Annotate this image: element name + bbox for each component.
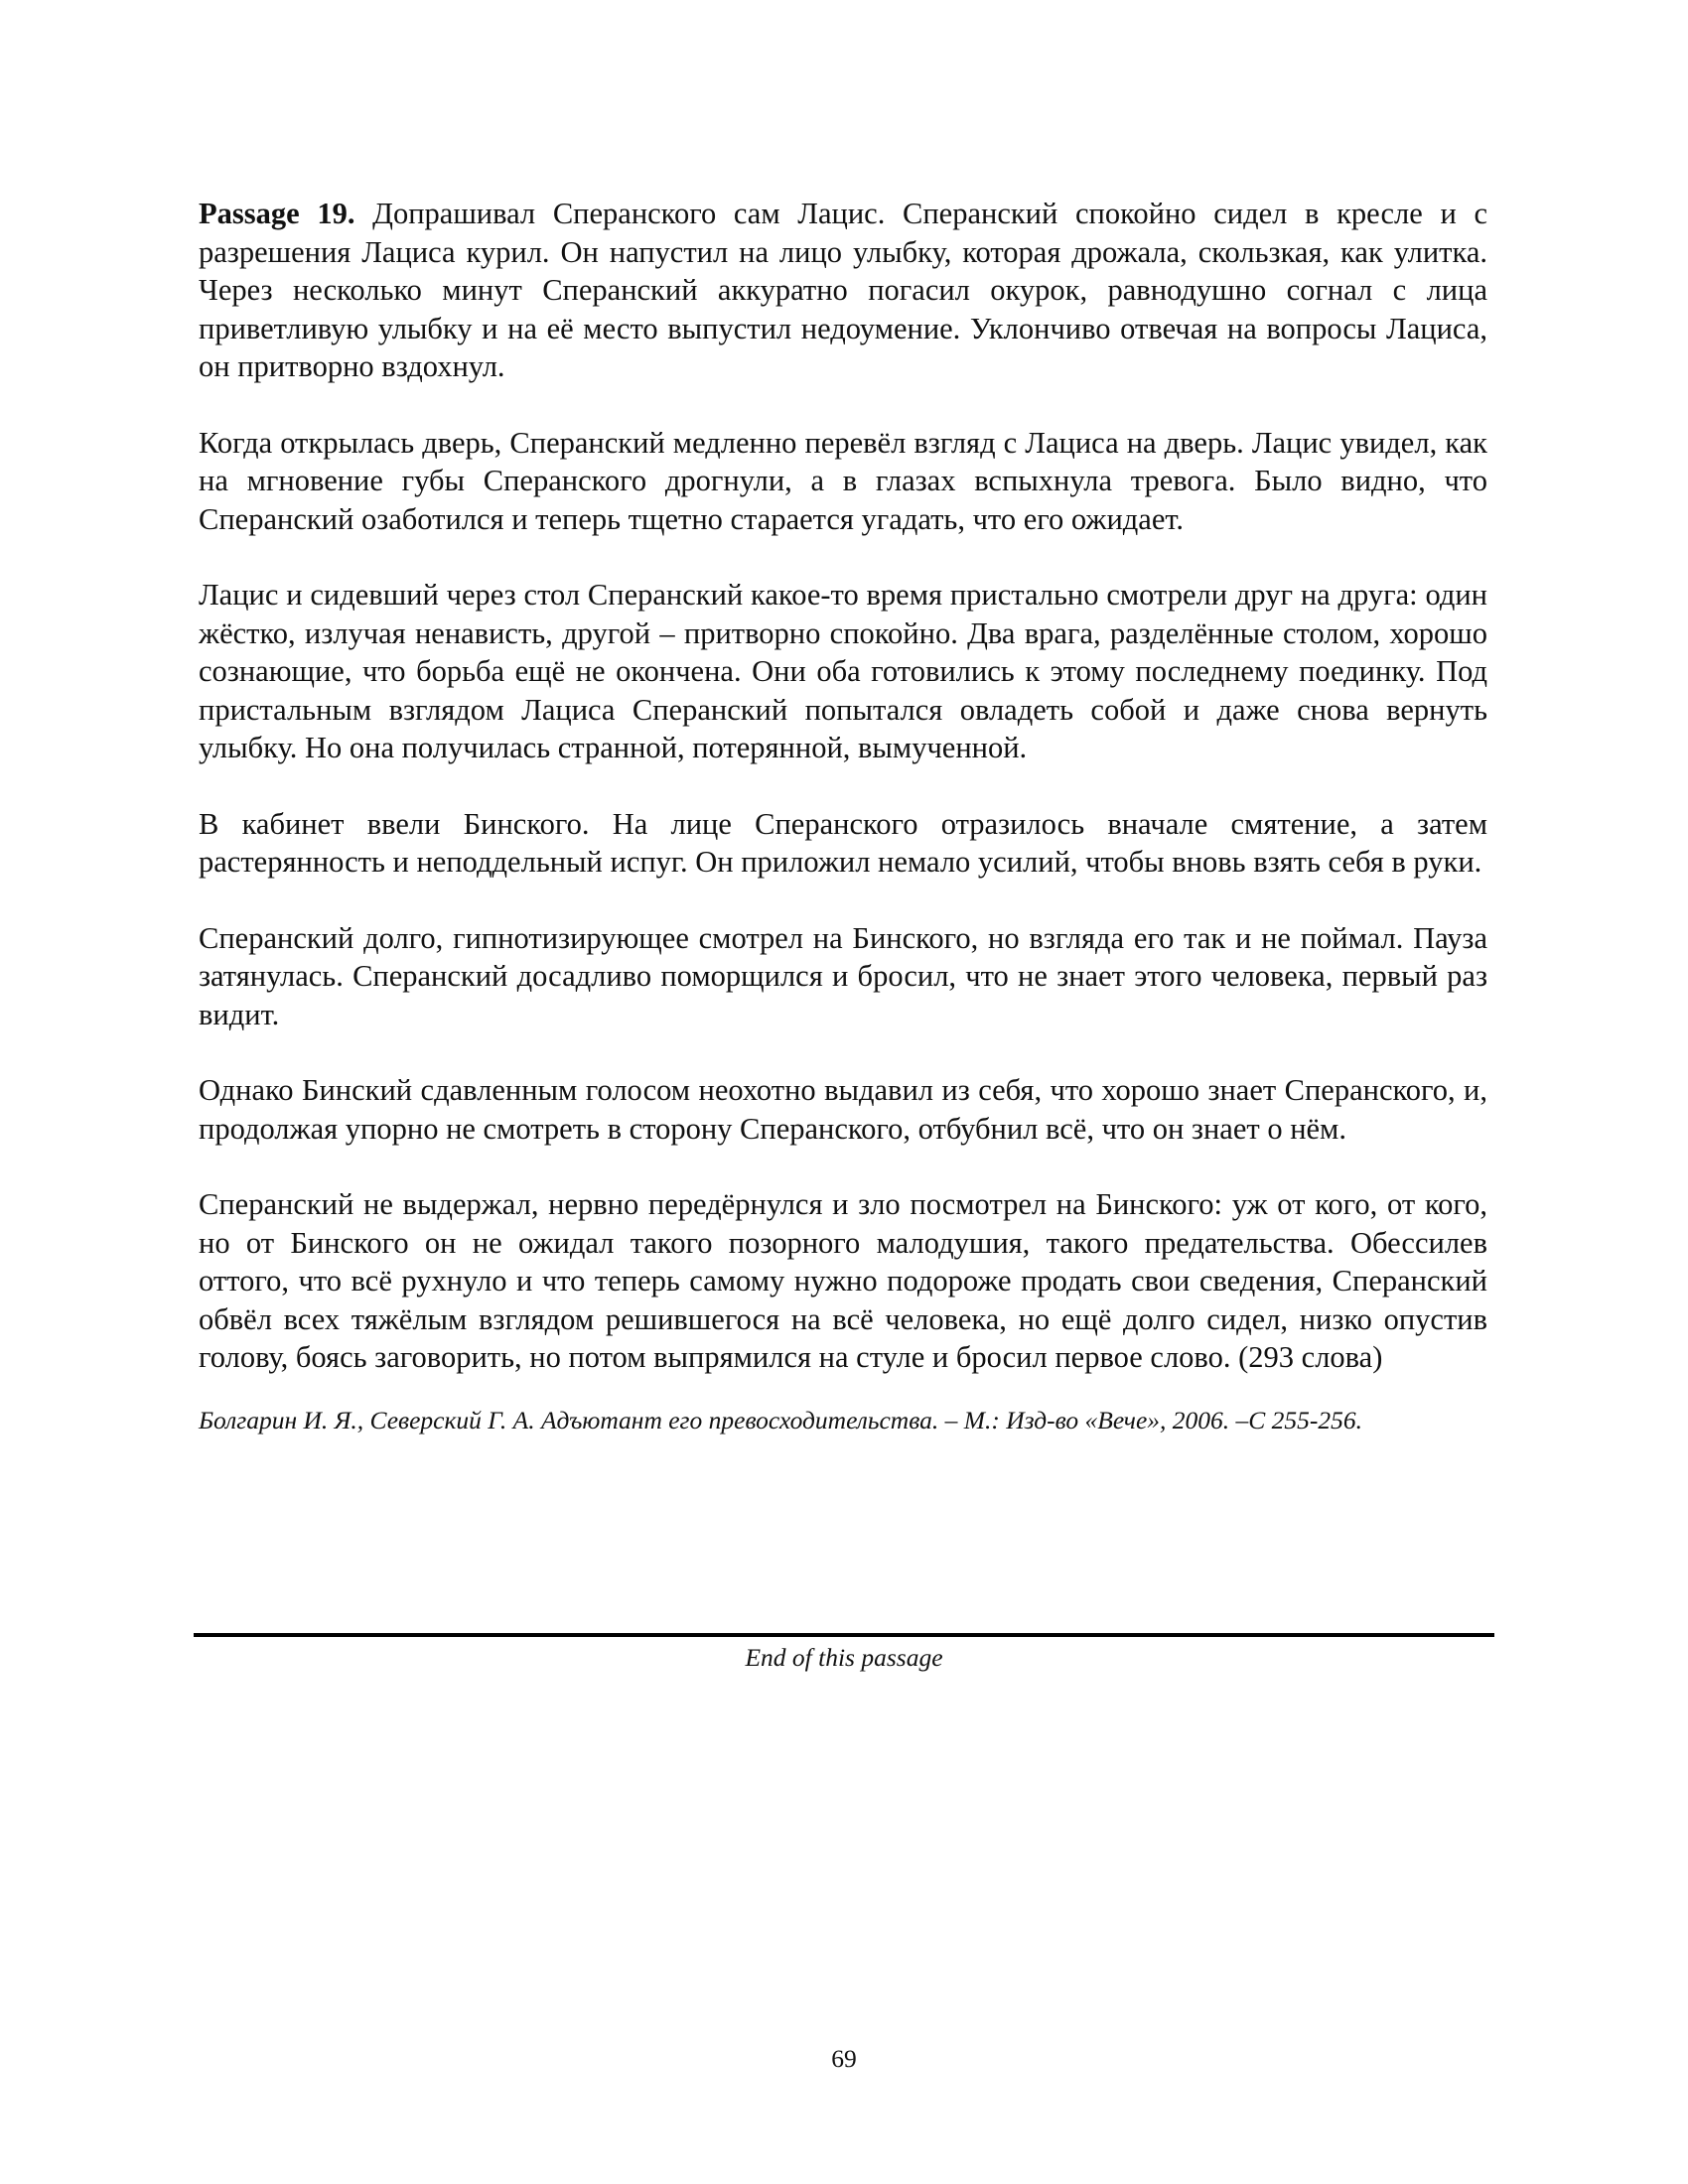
- page-number: 69: [831, 2044, 857, 2073]
- passage-paragraph-6: Однако Бинский сдавленным голосом неохотно выдавил из себя, что хорошо знает Сперанского, и, продолжая упорно не смотреть в сторону Сперанского, отбубнил всё, что он знает о нём.: [199, 1073, 1487, 1146]
- passage-paragraph-1: [199, 195, 1487, 386]
- passage-paragraph-4: В кабинет ввели Бинского. На лице Сперанского отразилось вначале смятение, а затем растерянность и неподдельный испуг. Он приложил немало усилий, чтобы вновь взять себя в руки.: [199, 806, 1487, 879]
- passage-paragraph-3: Лацис и сидевший через стол Сперанский какое-то время пристально смотрели друг на друга: один жёстко, излучая ненависть, другой – притворно спокойно. Два врага, разделённые столом, хорошо сознающие, что борьба ещё не окончена. Они оба готовились к этому последнему поединку. Под пристальным взглядом Лациса Сперанский попытался овладеть собой и даже снова вернуть улыбку. Но она получилась странной, потерянной, вымученной.: [199, 578, 1487, 764]
- passage-body: [199, 195, 1487, 1436]
- end-divider: [194, 1633, 1494, 1637]
- end-of-passage-note: End of this passage: [745, 1643, 943, 1672]
- paragraph-text: Допрашивал Сперанского сам Лацис. Сперанский спокойно сидел в кресле и с разрешения Лациса курил. Он напустил на лицо улыбку, которая дрожала, скользкая, как улитка. Через несколько минут Сперанский аккуратно погасил окурок, равнодушно согнал с лица приветливую улыбку и на её место выпустил недоумение. Уклончиво отвечая на вопросы Лациса, он притворно вздохнул.: [199, 197, 1487, 383]
- passage-paragraph-7: Сперанский не выдержал, нервно передёрнулся и зло посмотрел на Бинского: уж от кого, от кого, но от Бинского он не ожидал такого позорного малодушия, такого предательства. Обессилев оттого, что всё рухнуло и что теперь самому нужно подороже продать свои сведения, Сперанский обвёл всех тяжёлым взглядом решившегося на всё человека, но ещё долго сидел, низко опустив голову, боясь заговорить, но потом выпрямился на стуле и бросил первое слово. (293 слова): [199, 1187, 1487, 1374]
- passage-paragraph-5: Сперанский долго, гипнотизирующее смотрел на Бинского, но взгляда его так и не поймал. Пауза затянулась. Сперанский досадливо поморщился и бросил, что не знает этого человека, первый раз видит.: [199, 920, 1487, 1031]
- citation: Болгарин И. Я., Северский Г. А. Адъютант его превосходительства. – М.: Изд-во «Вече», 2006. –С 255-256.: [199, 1405, 1363, 1434]
- passage-paragraph-2: Когда открылась дверь, Сперанский медленно перевёл взгляд с Лациса на дверь. Лацис увидел, как на мгновение губы Сперанского дрогнули, а в глазах вспыхнула тревога. Было видно, что Сперанский озаботился и теперь тщетно старается угадать, что его ожидает.: [199, 425, 1487, 536]
- passage-label: Passage 19.: [199, 197, 355, 230]
